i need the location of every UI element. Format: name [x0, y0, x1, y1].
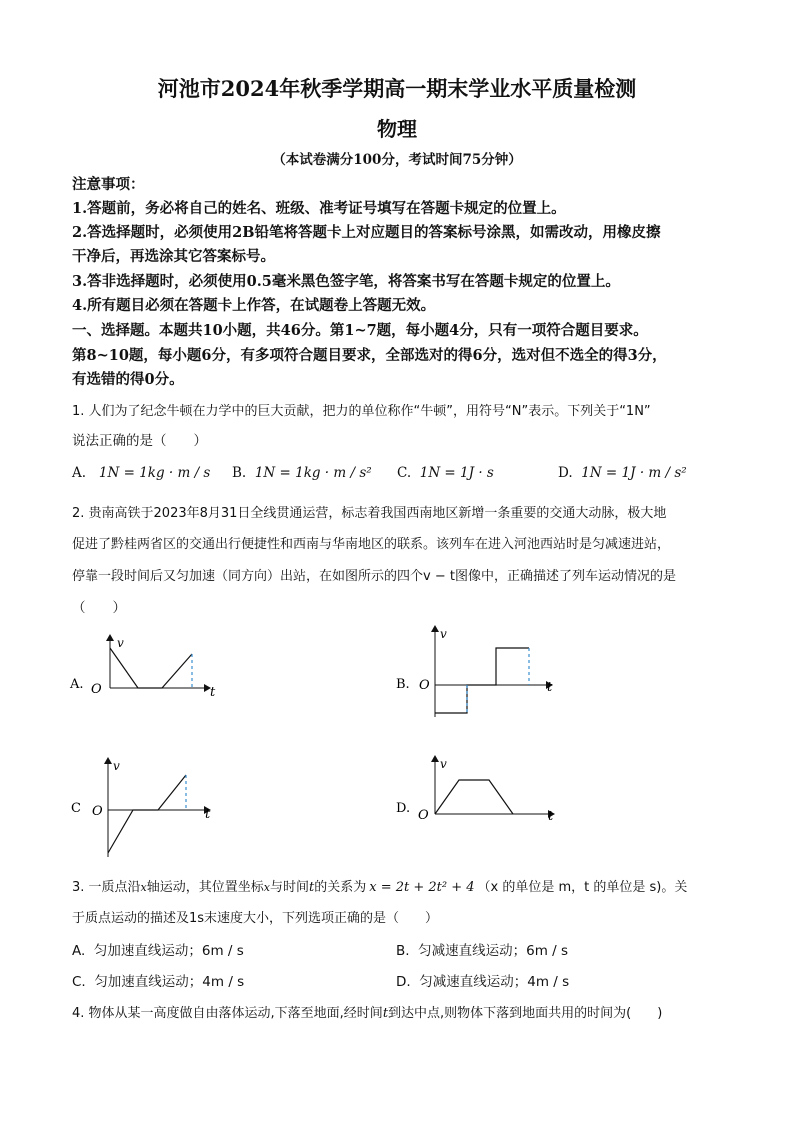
t-axis-label: t	[205, 807, 211, 822]
t-axis-label: t	[210, 685, 216, 700]
q3-option-a: A. 匀加速直线运动；6m / s	[72, 943, 244, 959]
graph-d	[392, 752, 572, 832]
instruction-item: 2.答选择题时，必须使用2B铅笔将答题卡上对应题目的答案标号涂黑，如需改动，用橡皮擦	[72, 224, 661, 241]
q1-option-d: D. 1N = 1J · m / s²	[558, 465, 687, 481]
v-axis-label: v	[440, 627, 447, 641]
q1-option-c: C. 1N = 1J · s	[397, 465, 494, 481]
graph-a-curve	[110, 648, 192, 688]
instruction-item: 4.所有题目必须在答题卡上作答，在试题卷上答题无效。	[72, 297, 436, 314]
t-axis-label: t	[547, 680, 553, 695]
q1-option-b: B. 1N = 1kg · m / s²	[232, 465, 372, 481]
t-axis-label: t	[548, 809, 554, 824]
question-2-text: 促进了黔桂两省区的交通出行便捷性和西南与华南地区的联系。该列车在进入河池西站时是匀减速进站，	[72, 537, 671, 552]
section-heading: 一、选择题。本题共10小题，共46分。第1~7题，每小题4分，只有一项符合题目要求。	[72, 322, 648, 339]
graph-b	[392, 622, 572, 722]
instruction-item: 1.答题前，务必将自己的姓名、班级、准考证号填写在答题卡规定的位置上。	[72, 200, 566, 217]
question-2-text: 2. 贵南高铁于2023年8月31日全线贯通运营，标志着我国西南地区新增一条重要的交通大动脉，极大地	[72, 506, 667, 521]
section-heading: 有选错的得0分。	[72, 371, 184, 388]
graph-a	[65, 630, 235, 710]
question-3-text: 3. 一质点沿x轴运动，其位置坐标x与时间t的关系为 x = 2t + 2t² + 4 （x 的单位是 m，t 的单位是 s)。关	[72, 880, 688, 895]
origin-label: O	[418, 808, 429, 823]
origin-label: O	[91, 682, 102, 697]
graph-d-curve	[435, 780, 513, 814]
exam-title: 河池市2024年秋季学期高一期末学业水平质量检测	[157, 76, 637, 101]
origin-label: O	[419, 678, 430, 693]
v-axis-label: v	[113, 759, 120, 773]
question-1-text: 1. 人们为了纪念牛顿在力学中的巨大贡献，把力的单位称作“牛顿”，用符号“N”表示。下列关于“1N”	[72, 404, 651, 419]
graph-c-curve	[108, 775, 186, 853]
graph-d-label: D.	[396, 801, 411, 816]
graph-c-label: C	[71, 801, 81, 816]
question-2-text: 停靠一段时间后又匀加速（同方向）出站，在如图所示的四个v − t图像中，正确描述了列车运动情况的是	[72, 569, 676, 584]
q1-option-a: A. 1N = 1kg · m / s	[72, 465, 211, 481]
q3-option-d: D. 匀减速直线运动；4m / s	[396, 974, 570, 990]
graph-b-curve	[435, 648, 529, 713]
graph-b-label: B.	[396, 677, 410, 692]
v-axis-label: v	[440, 757, 447, 771]
exam-note: （本试卷满分100分，考试时间75分钟）	[272, 152, 522, 168]
graph-a-label: A.	[70, 677, 84, 692]
question-2-text: （ ）	[72, 600, 126, 616]
question-4-text: 4. 物体从某一高度做自由落体运动,下落至地面,经时间t到达中点,则物体下落到地面共用的时间为( )	[72, 1006, 663, 1021]
instruction-item: 3.答非选择题时，必须使用0.5毫米黑色签字笔，将答案书写在答题卡规定的位置上。	[72, 273, 620, 290]
q3-option-b: B. 匀减速直线运动；6m / s	[396, 943, 569, 959]
q3-option-c: C. 匀加速直线运动；4m / s	[72, 974, 245, 990]
question-1-text: 说法正确的是（ ）	[72, 433, 207, 449]
subject-title: 物理	[377, 117, 417, 141]
question-3-text: 于质点运动的描述及1s末速度大小，下列选项正确的是（ ）	[72, 911, 439, 926]
graph-c	[65, 752, 235, 862]
instruction-item: 干净后，再选涂其它答案标号。	[72, 248, 275, 265]
section-heading: 第8~10题，每小题6分，有多项符合题目要求，全部选对的得6分，选对但不选全的得3分，	[72, 347, 667, 364]
v-axis-label: v	[117, 636, 124, 650]
origin-label: O	[92, 804, 103, 819]
instructions-heading: 注意事项：	[72, 176, 145, 193]
